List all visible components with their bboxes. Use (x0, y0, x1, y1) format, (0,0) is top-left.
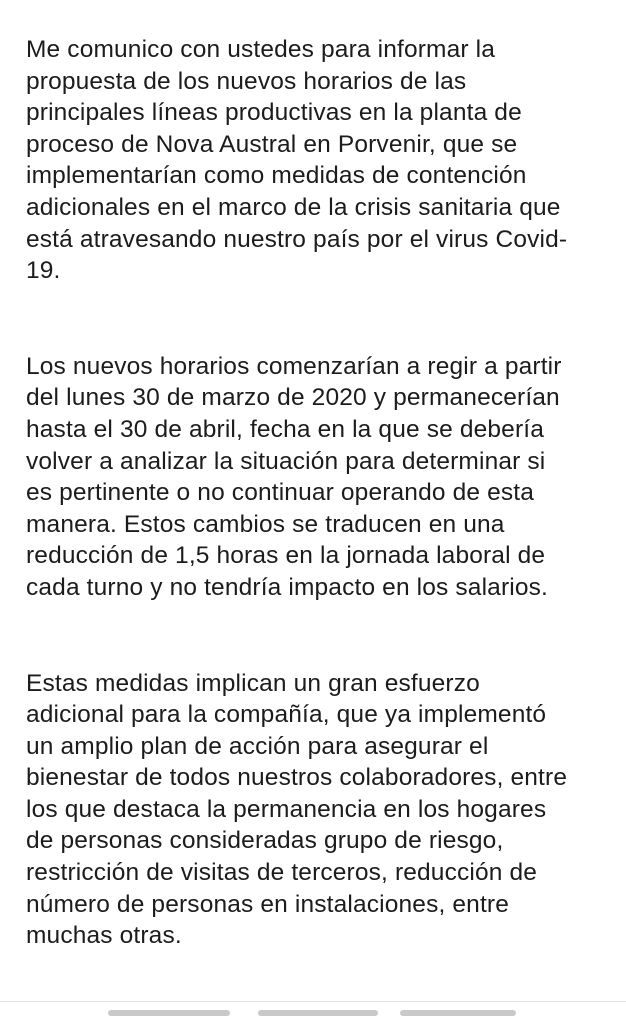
text-line: implementarían como medidas de contención (26, 162, 527, 190)
text-line: bienestar de todos nuestros colaboradores, entre (26, 764, 568, 792)
document-body (26, 34, 610, 952)
paragraph-spacer (26, 604, 610, 668)
text-line: los que destaca la permanencia en los hogares (26, 795, 547, 823)
text-line: principales líneas productivas en la planta de (26, 99, 522, 127)
paragraph-spacer (26, 287, 610, 351)
bottom-divider (0, 1001, 626, 1002)
text-line: volver a analizar la situación para determinar si (26, 447, 546, 475)
scroll-indicator-middle[interactable] (258, 1010, 378, 1016)
text-line: manera. Estos cambios se traducen en una (26, 510, 505, 538)
scroll-indicator-left[interactable] (108, 1010, 230, 1016)
text-line: Estas medidas implican un gran esfuerzo (26, 669, 480, 697)
text-line: número de personas en instalaciones, entre (26, 890, 509, 918)
text-line: Los nuevos horarios comenzarían a regir a partir (26, 352, 562, 380)
text-line: hasta el 30 de abril, fecha en la que se debería (26, 415, 544, 443)
text-line: propuesta de los nuevos horarios de las (26, 67, 467, 95)
text-line: 19. (26, 257, 61, 285)
text-line: adicionales en el marco de la crisis sanitaria que (26, 193, 561, 221)
text-line: del lunes 30 de marzo de 2020 y permanecerían (26, 384, 560, 412)
scroll-indicator-right[interactable] (400, 1010, 516, 1016)
text-line: está atravesando nuestro país por el virus Covid- (26, 225, 568, 253)
text-line: es pertinente o no continuar operando de esta (26, 479, 535, 507)
text-line: muchas otras. (26, 922, 182, 950)
text-line: Me comunico con ustedes para informar la (26, 36, 495, 63)
text-line: un amplio plan de acción para asegurar el (26, 732, 489, 760)
paragraph-2 (26, 351, 610, 604)
text-line: de personas consideradas grupo de riesgo, (26, 827, 504, 855)
text-line: proceso de Nova Austral en Porvenir, que se (26, 130, 518, 158)
text-line: reducción de 1,5 horas en la jornada laboral de (26, 542, 546, 570)
paragraph-3 (26, 668, 610, 952)
paragraph-1 (26, 34, 610, 287)
text-line: cada turno y no tendría impacto en los salarios. (26, 573, 548, 601)
text-line: restricción de visitas de terceros, reducción de (26, 859, 538, 887)
text-line: adicional para la compañía, que ya implementó (26, 701, 547, 729)
